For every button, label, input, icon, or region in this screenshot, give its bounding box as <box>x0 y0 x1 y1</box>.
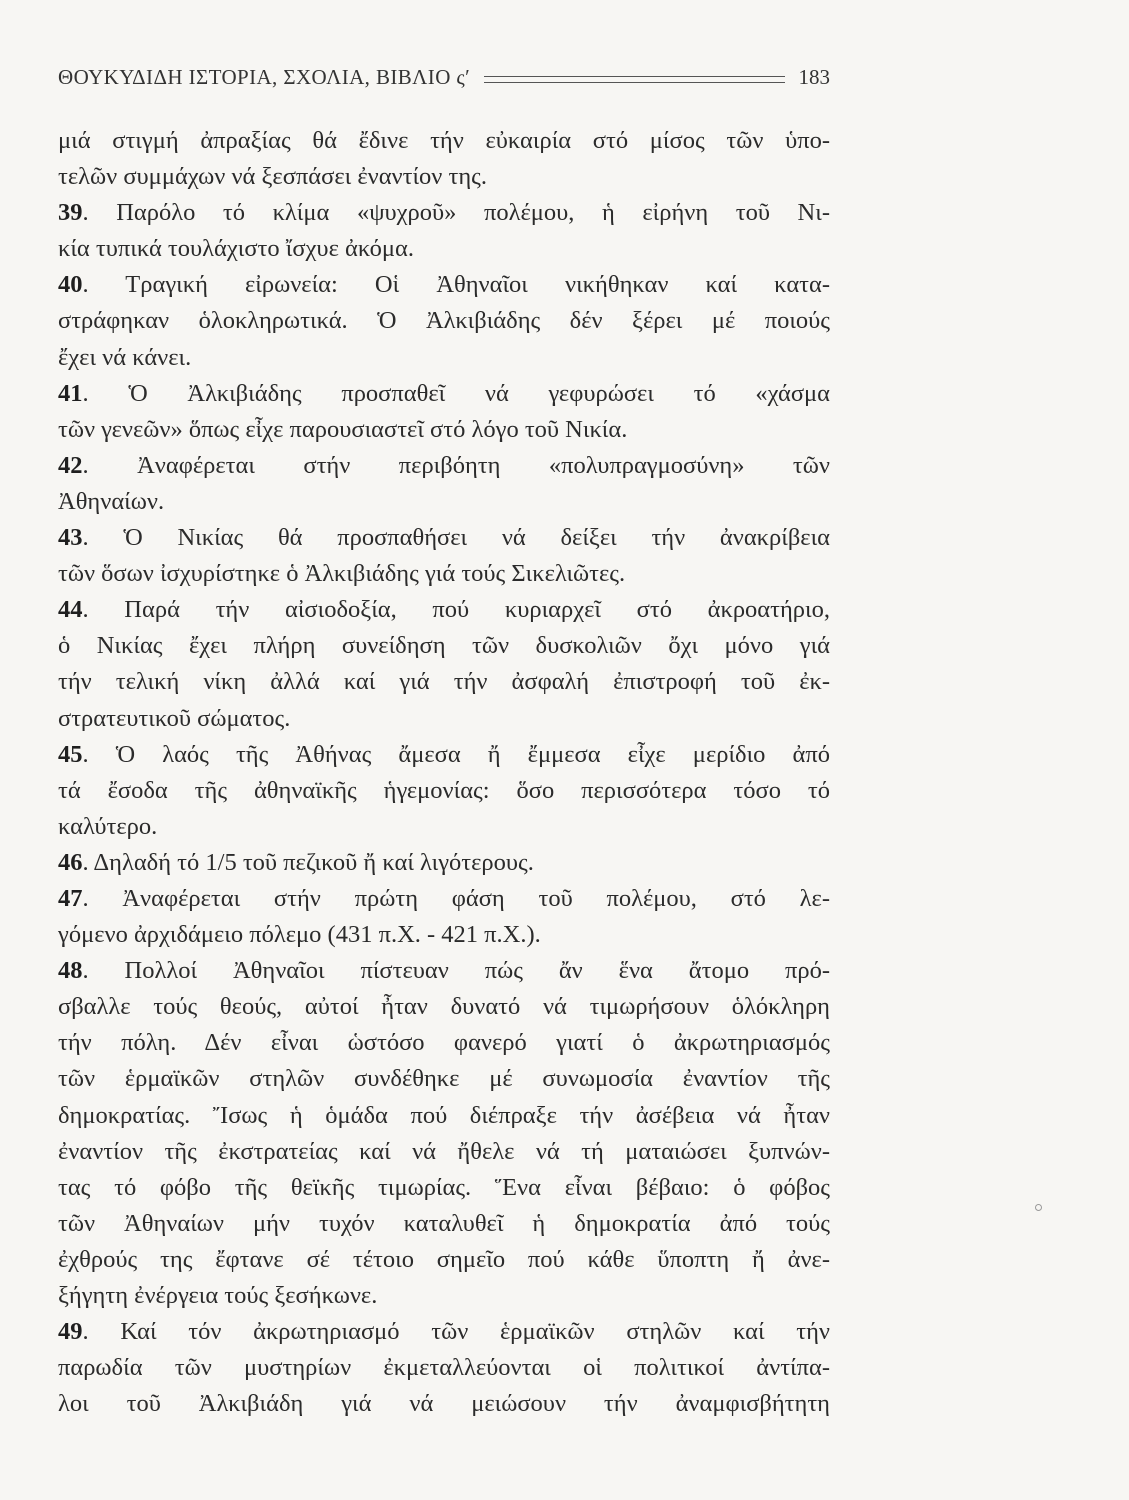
line-text: . Παρά τήν αἰσιοδοξία, πού κυριαρχεῖ στό ἀκροατήριο, <box>82 596 830 624</box>
line-text: δημοκρατίας. Ἴσως ἡ ὁμάδα πού διέπραξε τήν ἀσέβεια νά ἦταν <box>58 1101 830 1129</box>
line-text: . Ἀναφέρεται στήν πρώτη φάση τοῦ πολέμου, στό λε- <box>82 884 830 912</box>
line-text: τῶν Ἀθηναίων μήν τυχόν καταλυθεῖ ἡ δημοκρατία ἀπό τούς <box>58 1209 830 1237</box>
line-text: . Ὁ λαός τῆς Ἀθήνας ἄμεσα ἤ ἔμμεσα εἶχε μερίδιο ἀπό <box>82 740 830 768</box>
text-line <box>58 664 830 700</box>
text-line <box>58 412 830 448</box>
text-line <box>58 1350 830 1386</box>
line-text: . Ὁ Ἀλκιβιάδης προσπαθεῖ νά γεφυρώσει τό «χάσμα <box>82 379 830 407</box>
text-line <box>58 231 830 267</box>
text-line <box>58 1242 830 1278</box>
page-number: 183 <box>798 64 830 89</box>
line-text: . Τραγική εἰρωνεία: Οἱ Ἀθηναῖοι νικήθηκαν καί κατα- <box>82 271 830 299</box>
text-line <box>58 159 830 195</box>
text-line <box>58 1170 830 1206</box>
line-text: . Καί τόν ἀκρωτηριασμό τῶν ἑρμαϊκῶν στηλῶν καί τήν <box>82 1318 830 1346</box>
text-line <box>58 376 830 412</box>
note-number: 44 <box>58 596 83 624</box>
line-text: . Ὁ Νικίας θά προσπαθήσει νά δείξει τήν ἀνακρίβεια <box>82 524 830 552</box>
running-header <box>58 62 830 92</box>
header-double-rule <box>484 76 784 83</box>
note-number: 39 <box>58 199 83 227</box>
line-text: . Παρόλο τό κλίμα «ψυχροῦ» πολέμου, ἡ εἰρήνη τοῦ Νι- <box>82 199 830 227</box>
line-text: . Πολλοί Ἀθηναῖοι πίστευαν πώς ἄν ἕνα ἄτομο πρό- <box>82 957 830 985</box>
note-number: 47 <box>58 884 83 912</box>
text-line <box>58 556 830 592</box>
text-line <box>58 773 830 809</box>
note-number: 45 <box>58 740 83 768</box>
text-line <box>58 520 830 556</box>
text-line <box>58 1314 830 1350</box>
text-line <box>58 267 830 303</box>
line-text: ἐχθρούς της ἔφτανε σέ τέτοιο σημεῖο πού κάθε ὕποπτη ἤ ἀνε- <box>58 1245 830 1273</box>
line-text: τῶν ἑρμαϊκῶν στηλῶν συνδέθηκε μέ συνωμοσία ἐναντίον τῆς <box>58 1065 830 1093</box>
text-line <box>58 1134 830 1170</box>
text-line <box>58 1386 830 1422</box>
note-number: 49 <box>58 1318 83 1346</box>
line-text: τῶν ὅσων ἰσχυρίστηκε ὁ Ἀλκιβιάδης γιά τούς Σικελιῶτες. <box>58 560 626 588</box>
note-number: 43 <box>58 524 83 552</box>
line-text: μιά στιγμή ἀπραξίας θά ἔδινε τήν εὐκαιρία στό μίσος τῶν ὑπο- <box>58 127 830 154</box>
line-text: ἐναντίον τῆς ἐκστρατείας καί νά ἤθελε νά τή ματαιώσει ξυπνών- <box>58 1137 830 1165</box>
text-line <box>58 1025 830 1061</box>
line-text: ὁ Νικίας ἔχει πλήρη συνείδηση τῶν δυσκολιῶν ὄχι μόνο γιά <box>58 632 830 660</box>
line-text: τῶν γενεῶν» ὅπως εἶχε παρουσιαστεῖ στό λόγο τοῦ Νικία. <box>58 415 628 443</box>
text-line <box>58 628 830 664</box>
text-line <box>58 989 830 1025</box>
text-line <box>58 917 830 953</box>
note-number: 40 <box>58 271 83 299</box>
line-text: . Δηλαδή τό 1/5 τοῦ πεζικοῦ ἤ καί λιγότερους. <box>82 848 534 876</box>
margin-mark <box>1035 1204 1042 1211</box>
line-text: παρωδία τῶν μυστηρίων ἐκμεταλλεύονται οἱ πολιτικοί ἀντίπα- <box>58 1354 830 1382</box>
text-line <box>58 340 830 376</box>
text-line <box>58 123 830 159</box>
line-text: στράφηκαν ὁλοκληρωτικά. Ὁ Ἀλκιβιάδης δέν ξέρει μέ ποιούς <box>58 307 830 335</box>
text-line <box>58 303 830 339</box>
text-line <box>58 953 830 989</box>
line-text: Ἀθηναίων. <box>58 487 165 515</box>
commentary-text <box>58 123 830 1422</box>
line-text: λοι τοῦ Ἀλκιβιάδη γιά νά μειώσουν τήν ἀναμφισβήτητη <box>58 1390 830 1418</box>
line-text: τήν πόλη. Δέν εἶναι ὡστόσο φανερό γιατί ὁ ἀκρωτηριασμός <box>58 1029 830 1057</box>
note-number: 48 <box>58 957 83 985</box>
text-line <box>58 448 830 484</box>
text-line <box>58 484 830 520</box>
line-text: στρατευτικοῦ σώματος. <box>58 704 291 732</box>
line-text: ἔχει νά κάνει. <box>58 343 192 371</box>
header-title: ΘΟΥΚΥΔΙΔΗ ΙΣΤΟΡΙΑ, ΣΧΟΛΙΑ, ΒΙΒΛΙΟ ς′ <box>58 64 471 89</box>
text-line <box>58 195 830 231</box>
line-text: ξήγητη ἐνέργεια τούς ξεσήκωνε. <box>58 1282 378 1309</box>
line-text: . Ἀναφέρεται στήν περιβόητη «πολυπραγμοσύνη» τῶν <box>82 451 830 479</box>
line-text: σβαλλε τούς θεούς, αὐτοί ἦταν δυνατό νά τιμωρήσουν ὁλόκληρη <box>58 993 830 1021</box>
text-line <box>58 881 830 917</box>
line-text: κία τυπικά τουλάχιστο ἴσχυε ἀκόμα. <box>58 235 414 263</box>
note-number: 42 <box>58 451 83 479</box>
text-line <box>58 1278 830 1314</box>
note-number: 46 <box>58 848 83 876</box>
text-line <box>58 592 830 628</box>
note-number: 41 <box>58 379 83 407</box>
text-line <box>58 809 830 845</box>
line-text: τας τό φόβο τῆς θεϊκῆς τιμωρίας. Ἕνα εἶναι βέβαιο: ὁ φόβος <box>58 1173 830 1201</box>
text-line <box>58 1206 830 1242</box>
line-text: καλύτερο. <box>58 812 158 840</box>
text-line <box>58 737 830 773</box>
text-line <box>58 1061 830 1097</box>
line-text: γόμενο ἀρχιδάμειο πόλεμο (431 π.Χ. - 421 π.Χ.). <box>58 921 541 949</box>
line-text: τά ἔσοδα τῆς ἀθηναϊκῆς ἡγεμονίας: ὅσο περισσότερα τόσο τό <box>58 776 830 804</box>
text-line <box>58 845 830 881</box>
text-line <box>58 701 830 737</box>
line-text: τελῶν συμμάχων νά ξεσπάσει ἐναντίον της. <box>58 163 487 191</box>
text-line <box>58 1098 830 1134</box>
line-text: τήν τελική νίκη ἀλλά καί γιά τήν ἀσφαλή ἐπιστροφή τοῦ ἐκ- <box>58 668 830 696</box>
